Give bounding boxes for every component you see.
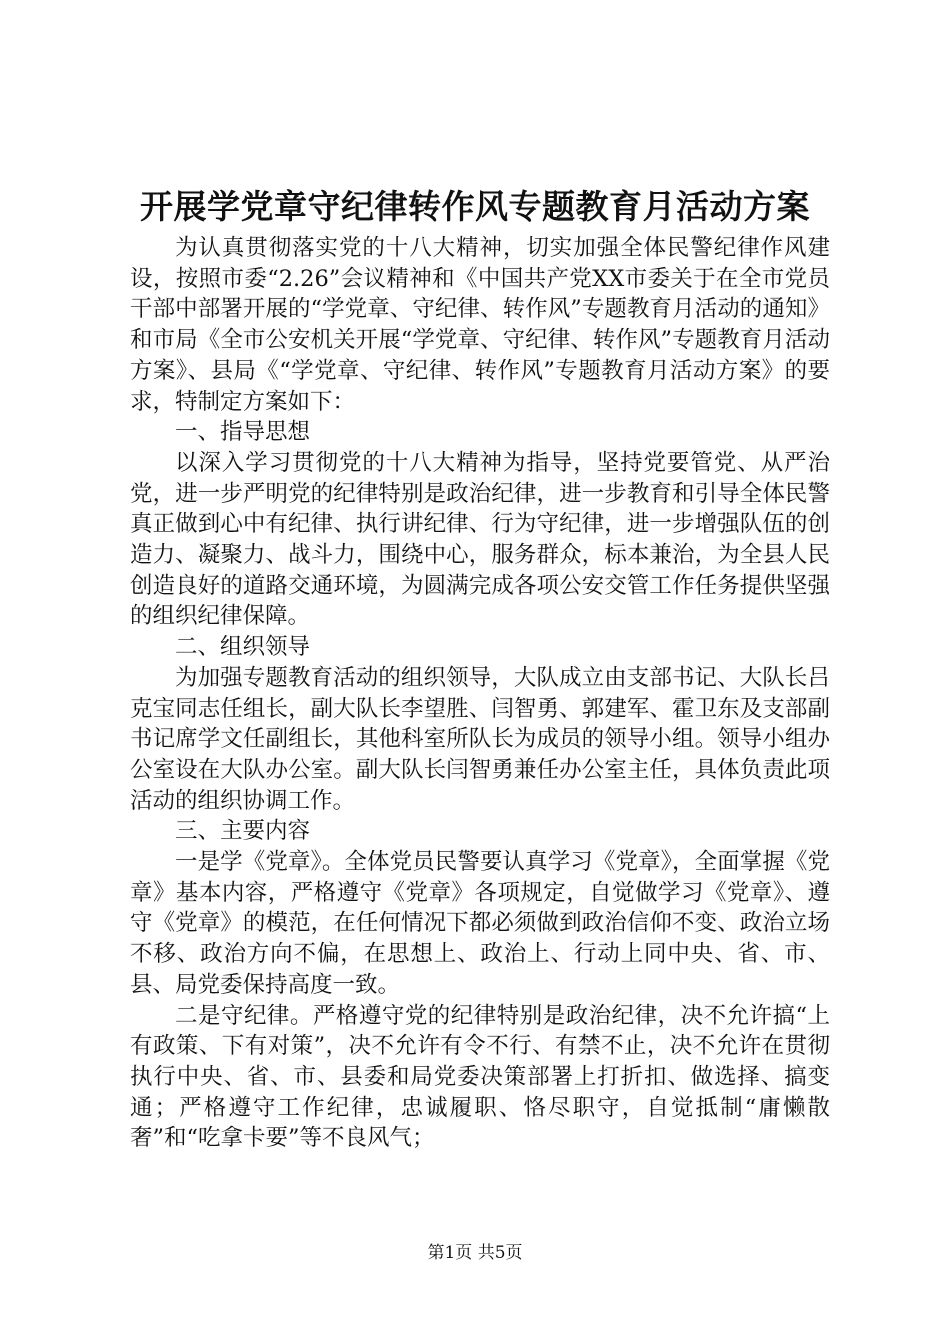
section-heading-guiding-ideology: 一、指导思想 [175, 419, 311, 446]
intro-paragraph: 为认真贯彻落实党的十八大精神，切实加强全体民警纪律作风建设，按照市委“2.26”会议精神和《中国共产党XX市委关于在全市党员干部中部署开展的“学党章、守纪律、转作风”专题教育月活动的通知》和市局《全市公安机关开展“学党章、守纪律、转作风”专题教育月活动方案》、县局《“学党章、守纪律、转作风”专题教育月活动方案》的要求，特制定方案如下： [130, 235, 830, 415]
document-body [130, 233, 830, 1154]
section-heading-organization: 二、组织领导 [175, 634, 311, 661]
main-content-paragraph-1: 一是学《党章》。全体党员民警要认真学习《党章》，全面掌握《党章》基本内容，严格遵守《党章》各项规定，自觉做学习《党章》、遵守《党章》的模范，在任何情况下都必须做到政治信仰不变、政治立场不移、政治方向不偏，在思想上、政治上、行动上同中央、省、市、县、局党委保持高度一致。 [130, 849, 830, 998]
section-heading-main-content: 三、主要内容 [175, 818, 311, 845]
page-footer: 第1页 共5页 [427, 1243, 523, 1263]
main-content-paragraph-2: 二是守纪律。严格遵守党的纪律特别是政治纪律，决不允许搞“上有政策、下有对策”，决不允许有令不行、有禁不止，决不允许在贯彻执行中央、省、市、县委和局党委决策部署上打折扣、做选择、搞变通；严格遵守工作纪律，忠诚履职、恪尽职守，自觉抵制“庸懒散奢”和“吃拿卡要”等不良风气； [130, 1002, 830, 1152]
guiding-ideology-paragraph: 以深入学习贯彻党的十八大精神为指导，坚持党要管党、从严治党，进一步严明党的纪律特别是政治纪律，进一步教育和引导全体民警真正做到心中有纪律、执行讲纪律、行为守纪律，进一步增强队伍的创造力、凝聚力、战斗力，围绕中心，服务群众，标本兼治，为全县人民创造良好的道路交通环境，为圆满完成各项公安交管工作任务提供坚强的组织纪律保障。 [130, 449, 830, 630]
organization-paragraph: 为加强专题教育活动的组织领导，大队成立由支部书记、大队长吕克宝同志任组长，副大队长李望胜、闫智勇、郭建军、霍卫东及支部副书记席学文任副组长，其他科室所队长为成员的领导小组。领导小组办公室设在大队办公室。副大队长闫智勇兼任办公室主任，具体负责此项活动的组织协调工作。 [130, 664, 830, 814]
document-title: 开展学党章守纪律转作风专题教育月活动方案 [140, 187, 810, 226]
